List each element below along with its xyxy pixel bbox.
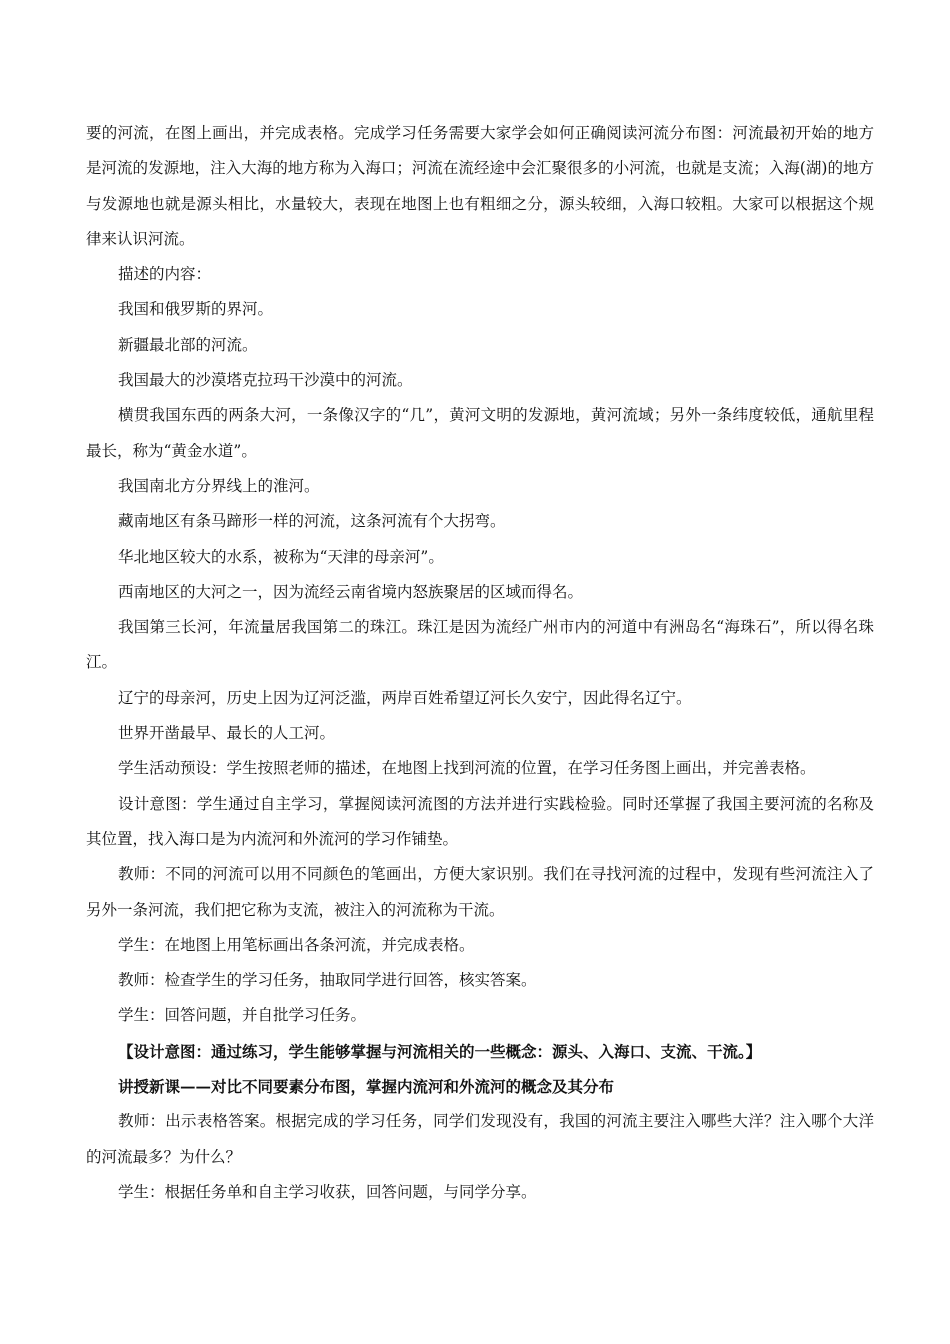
body-paragraph: 学生活动预设：学生按照老师的描述，在地图上找到河流的位置，在学习任务图上画出，并完善表格。 [118, 759, 816, 778]
body-paragraph: 学生：根据任务单和自主学习收获，回答问题，与同学分享。 [118, 1182, 537, 1201]
list-item: 我国南北方分界线上的淮河。 [118, 476, 320, 495]
body-paragraph: 要的河流，在图上画出，并完成表格。完成学习任务需要大家学会如何正确阅读河流分布图：河流最初开始的地方是河流的发源地，注入大海的地方称为入海口；河流在流经途中会汇聚很多的小河流，也就是支流；入海(湖)的地方与发源地也就是源头相比，水量较大，表现在地图上也有粗细之分，源头较细，入海口较粗。大家可以根据这个规律来认识河流。 [86, 124, 874, 248]
section-heading: 讲授新课——对比不同要素分布图，掌握内流河和外流河的概念及其分布 [118, 1077, 615, 1097]
document-page [86, 116, 874, 1210]
list-item: 我国和俄罗斯的界河。 [118, 300, 274, 319]
body-paragraph: 设计意图：学生通过自主学习，掌握阅读河流图的方法并进行实践检验。同时还掌握了我国主要河流的名称及其位置，找入海口是为内流河和外流河的学习作铺垫。 [86, 794, 874, 848]
list-item: 辽宁的母亲河，历史上因为辽河泛滥，两岸百姓希望辽河长久安宁，因此得名辽宁。 [118, 688, 692, 707]
list-item: 藏南地区有条马蹄形一样的河流，这条河流有个大拐弯。 [118, 512, 506, 531]
body-paragraph: 教师：不同的河流可以用不同颜色的笔画出，方便大家识别。我们在寻找河流的过程中，发现有些河流注入了另外一条河流，我们把它称为支流，被注入的河流称为干流。 [86, 865, 874, 919]
list-item: 我国最大的沙漠塔克拉玛干沙漠中的河流。 [118, 371, 413, 390]
design-intent-note: 【设计意图：通过练习，学生能够掌握与河流相关的一些概念：源头、入海口、支流、干流。】 [118, 1041, 762, 1061]
list-item: 华北地区较大的水系，被称为“天津的母亲河”。 [118, 547, 444, 566]
list-item: 西南地区的大河之一，因为流经云南省境内怒族聚居的区域而得名。 [118, 582, 584, 601]
body-paragraph: 学生：回答问题，并自批学习任务。 [118, 1006, 367, 1025]
list-item: 新疆最北部的河流。 [118, 335, 258, 354]
body-paragraph: 教师：检查学生的学习任务，抽取同学进行回答，核实答案。 [118, 971, 537, 990]
body-paragraph: 学生：在地图上用笔标画出各条河流，并完成表格。 [118, 935, 475, 954]
list-item: 我国第三长河，年流量居我国第二的珠江。珠江是因为流经广州市内的河道中有洲岛名“海珠石”，所以得名珠江。 [86, 618, 874, 672]
list-item: 横贯我国东西的两条大河，一条像汉字的“几”，黄河文明的发源地，黄河流域；另外一条纬度较低，通航里程最长，称为“黄金水道”。 [86, 406, 874, 460]
section-label: 描述的内容： [118, 265, 212, 284]
body-paragraph: 教师：出示表格答案。根据完成的学习任务，同学们发现没有，我国的河流主要注入哪些大洋？注入哪个大洋的河流最多？为什么？ [86, 1112, 874, 1166]
list-item: 世界开凿最早、最长的人工河。 [118, 724, 336, 743]
